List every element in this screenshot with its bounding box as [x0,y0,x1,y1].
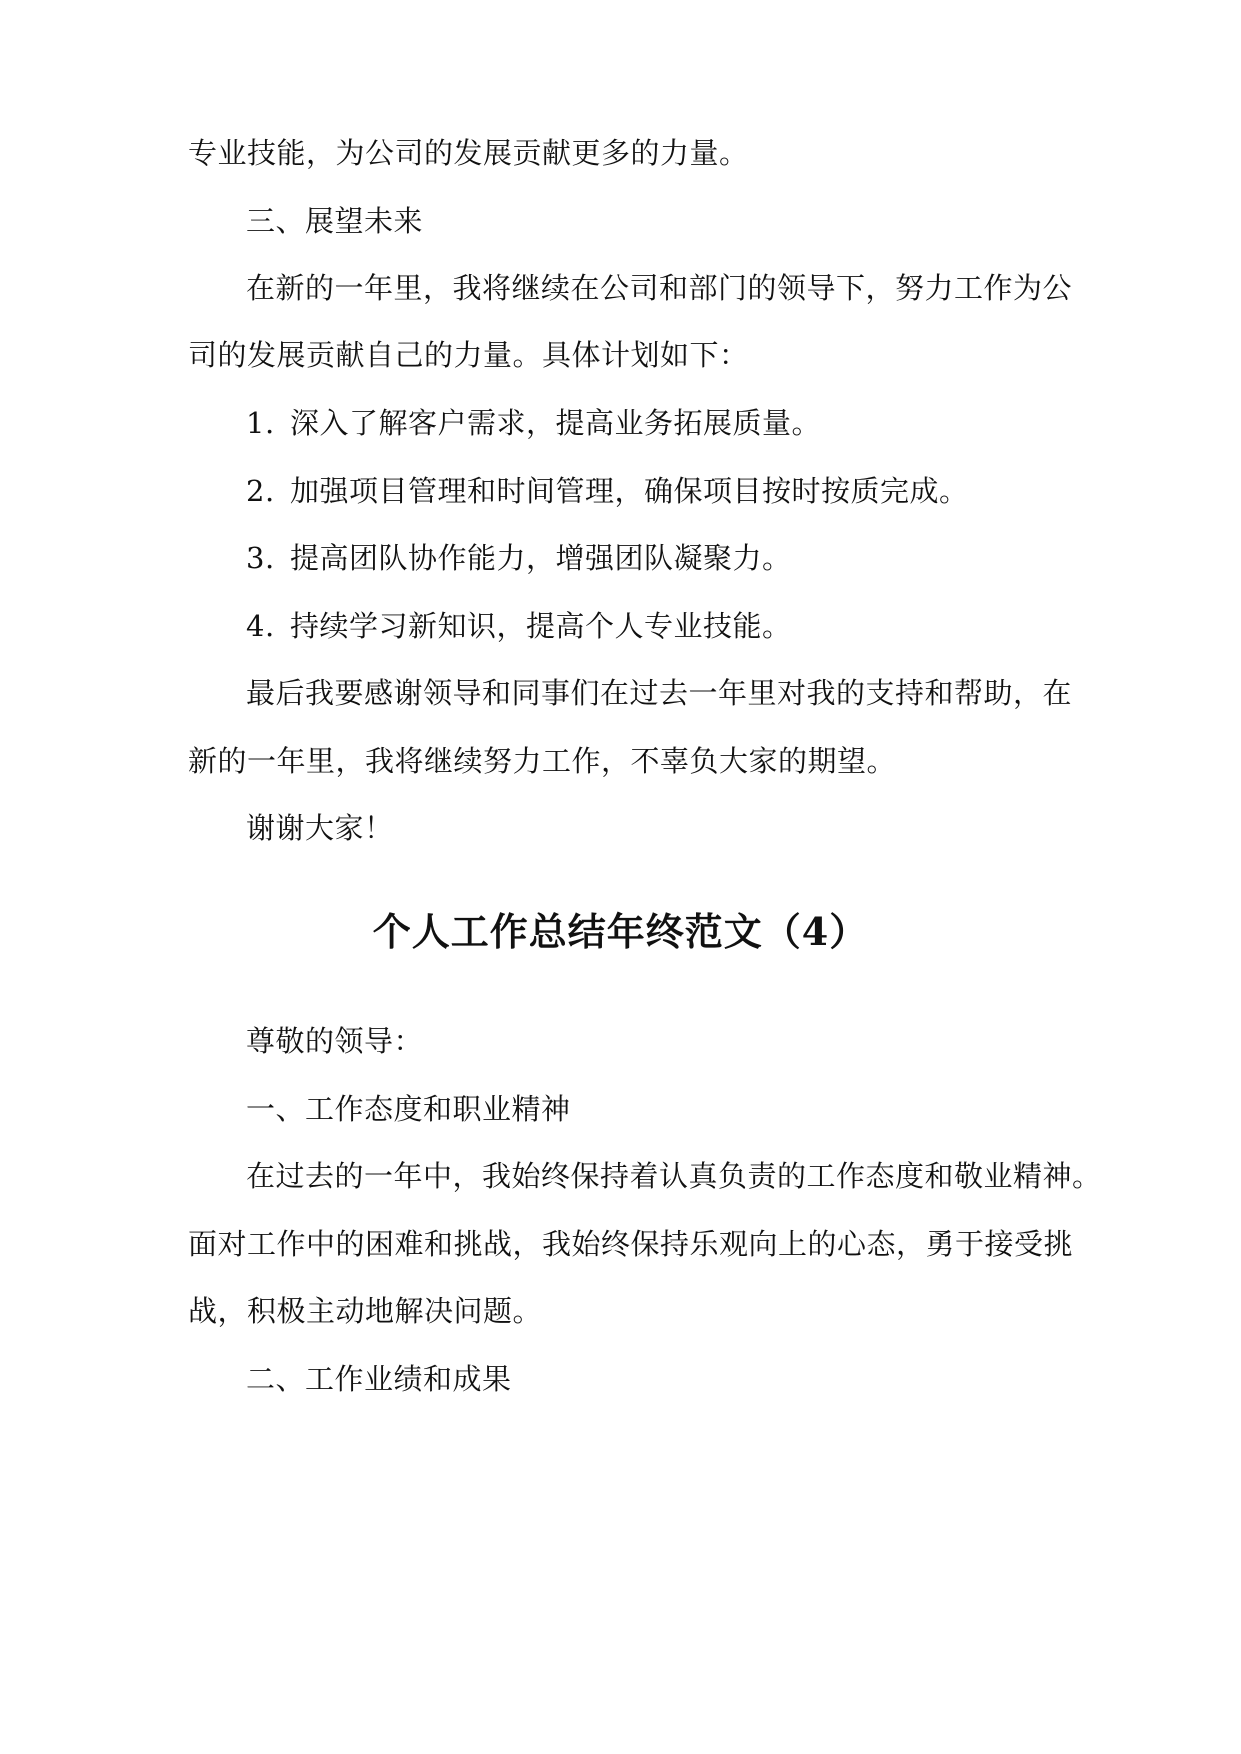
salutation: 尊敬的领导： [246,1024,424,1058]
plan-item-text: 持续学习新知识，提高个人专业技能。 [290,609,792,643]
plan-item-number: 3. [246,541,275,575]
plan-item-2 [246,471,1058,511]
paragraph-attitude-line-3: 战，积极主动地解决问题。 [188,1294,543,1328]
plan-item-number: 1. [246,406,275,440]
paragraph-attitude-line-1: 在过去的一年中，我始终保持着认真负责的工作态度和敬业精神。 [246,1159,1102,1193]
plan-item-text: 深入了解客户需求，提高业务拓展质量。 [290,406,822,440]
plan-item-number: 4. [246,609,275,643]
section-heading-outlook: 三、展望未来 [246,204,424,238]
section-heading-achievements: 二、工作业绩和成果 [246,1362,512,1396]
article-title: 个人工作总结年终范文（4） [372,909,869,954]
plan-intro-line-1: 在新的一年里，我将继续在公司和部门的领导下，努力工作为公 [246,271,1073,305]
closing-line-1: 最后我要感谢领导和同事们在过去一年里对我的支持和帮助，在 [246,676,1073,710]
plan-item-3 [246,538,1058,578]
plan-intro-line-2: 司的发展贡献自己的力量。具体计划如下： [188,338,749,372]
paragraph-continuation: 专业技能，为公司的发展贡献更多的力量。 [188,136,749,170]
plan-item-1 [246,403,1058,443]
plan-item-text: 提高团队协作能力，增强团队凝聚力。 [290,541,792,575]
plan-item-number: 2. [246,474,275,508]
thanks-line: 谢谢大家！ [246,811,394,845]
section-heading-attitude: 一、工作态度和职业精神 [246,1092,571,1126]
closing-line-2: 新的一年里，我将继续努力工作，不辜负大家的期望。 [188,744,897,778]
plan-item-4 [246,606,1058,646]
plan-item-text: 加强项目管理和时间管理，确保项目按时按质完成。 [290,474,969,508]
paragraph-attitude-line-2: 面对工作中的困难和挑战，我始终保持乐观向上的心态，勇于接受挑 [188,1227,1074,1261]
